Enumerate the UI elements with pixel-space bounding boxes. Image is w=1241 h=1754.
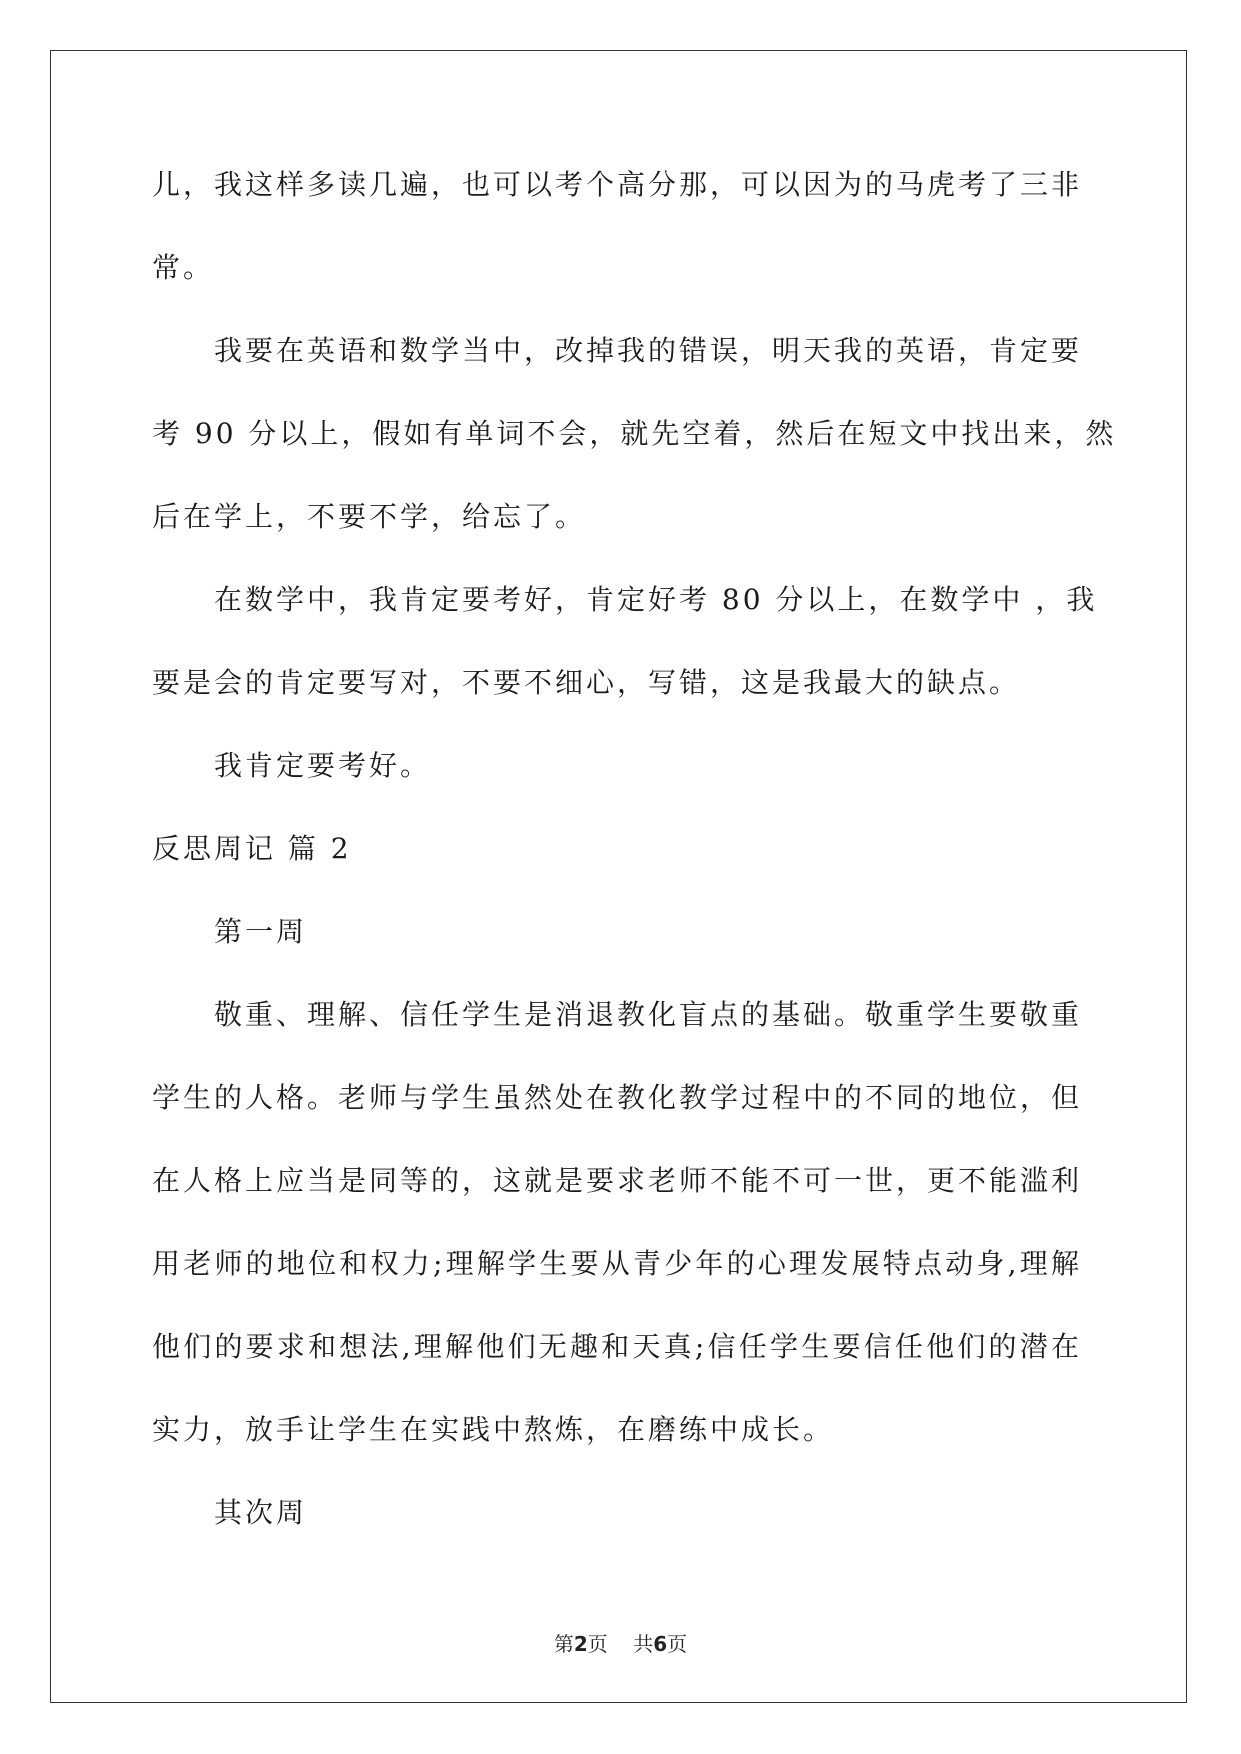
text-line: 常。 xyxy=(152,251,215,284)
page-footer xyxy=(0,1628,1241,1657)
text-line: 考 90 分以上，假如有单词不会，就先空着，然后在短文中找出来，然 xyxy=(152,417,1117,450)
section-heading: 反思周记 篇 2 xyxy=(152,832,352,865)
text-line: 实力，放手让学生在实践中熬炼，在磨练中成长。 xyxy=(152,1413,835,1446)
footer-suffix: 页 xyxy=(667,1632,688,1656)
footer-mid: 页 共 xyxy=(587,1632,654,1656)
subheading: 第一周 xyxy=(214,915,308,948)
footer-current-page: 2 xyxy=(573,1632,588,1656)
paragraph-line: 我要在英语和数学当中，改掉我的错误，明天我的英语，肯定要 xyxy=(214,334,1083,367)
paragraph-line: 我肯定要考好。 xyxy=(214,749,432,782)
document-body xyxy=(152,160,1117,1571)
text-line: 在人格上应当是同等的，这就是要求老师不能不可一世，更不能滥利 xyxy=(152,1164,1083,1197)
paragraph-line: 敬重、理解、信任学生是消退教化盲点的基础。敬重学生要敬重 xyxy=(214,998,1083,1031)
footer-prefix: 第 xyxy=(553,1632,574,1656)
subheading: 其次周 xyxy=(214,1496,308,1529)
text-line: 学生的人格。老师与学生虽然处在教化教学过程中的不同的地位，但 xyxy=(152,1081,1083,1114)
text-line: 用老师的地位和权力;理解学生要从青少年的心理发展特点动身,理解 xyxy=(152,1247,1082,1280)
text-line: 要是会的肯定要写对，不要不细心，写错，这是我最大的缺点。 xyxy=(152,666,1021,699)
footer-total-pages: 6 xyxy=(653,1632,668,1656)
text-line: 后在学上，不要不学，给忘了。 xyxy=(152,500,587,533)
text-line: 儿，我这样多读几遍，也可以考个高分那，可以因为的马虎考了三非 xyxy=(152,168,1083,201)
text-line: 他们的要求和想法,理解他们无趣和天真;信任学生要信任他们的潜在 xyxy=(152,1330,1082,1363)
paragraph-line: 在数学中，我肯定要考好，肯定好考 80 分以上，在数学中 ，我 xyxy=(214,583,1098,616)
